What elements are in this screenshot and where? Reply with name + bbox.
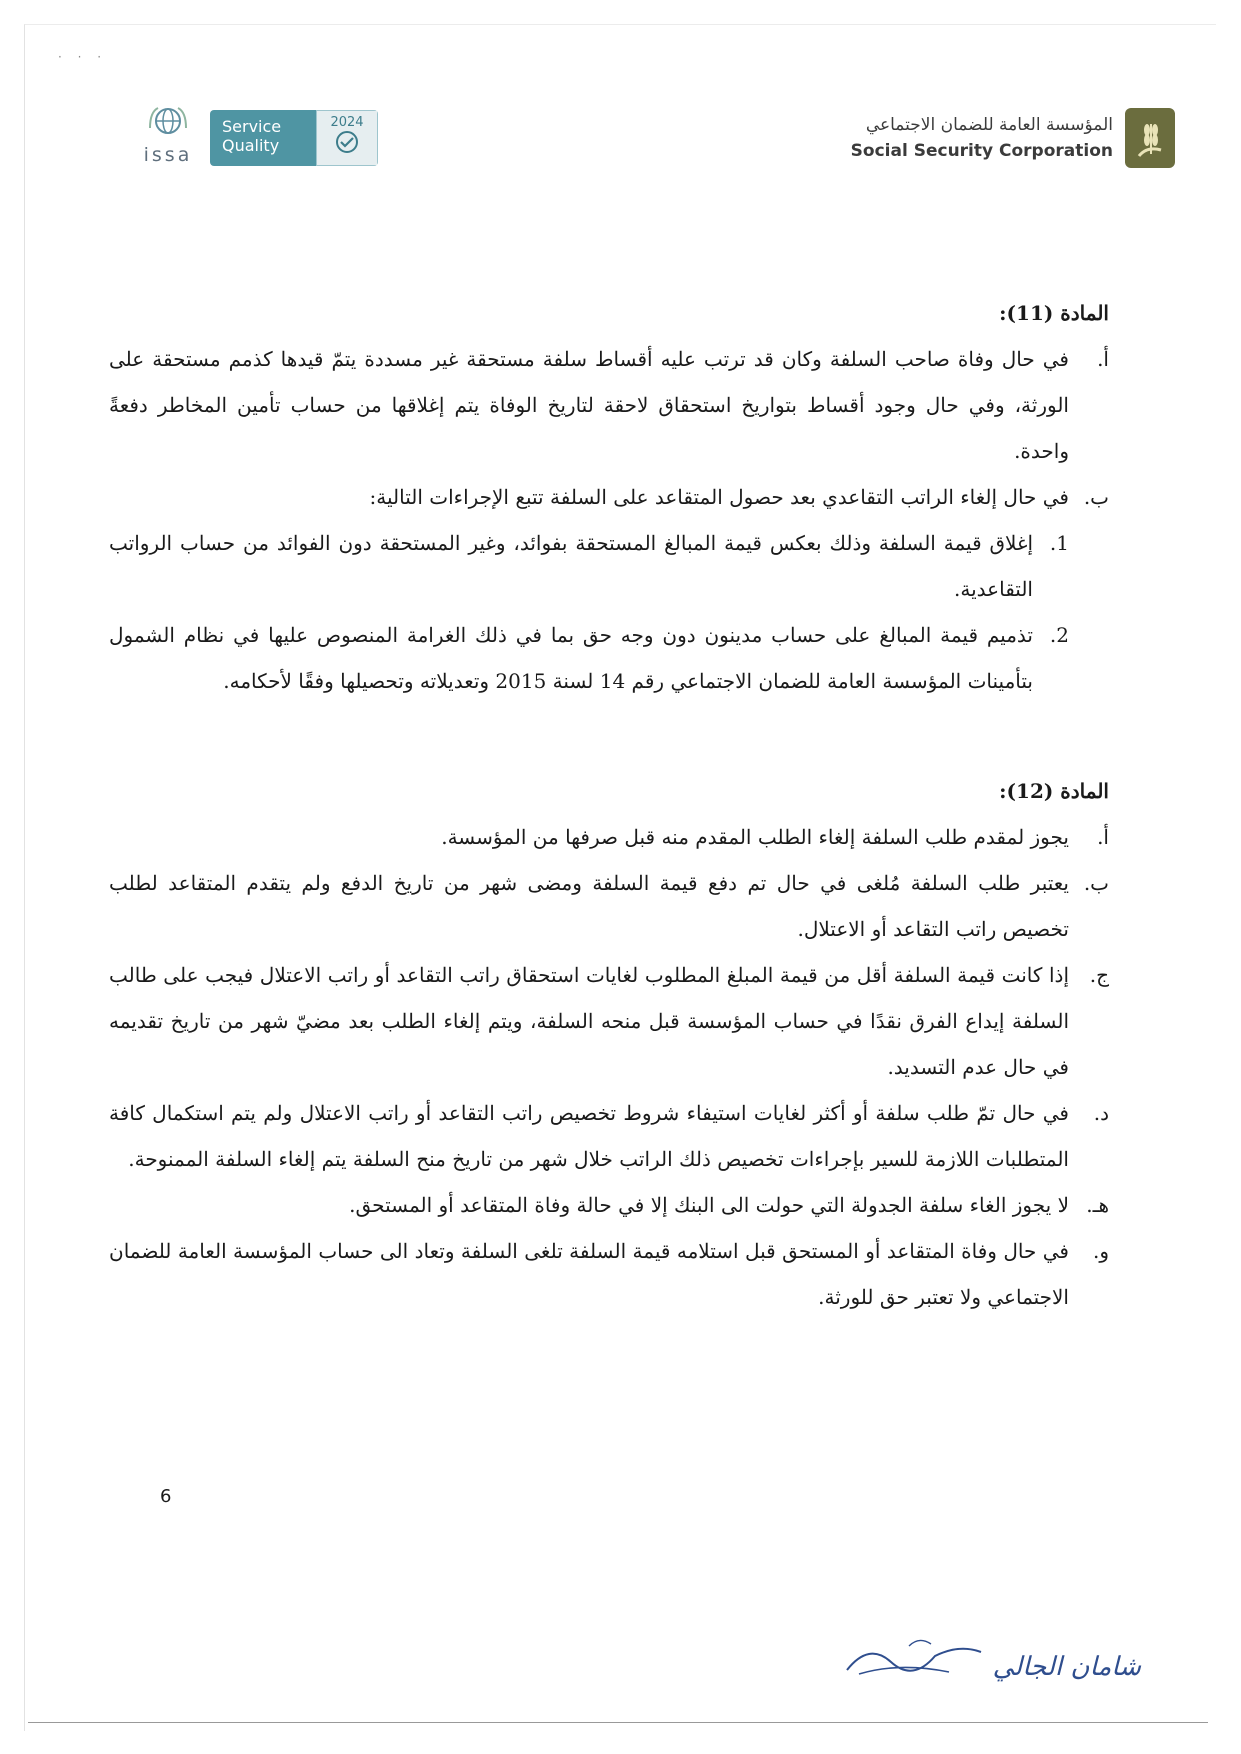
document-body (109, 290, 1109, 1320)
footer-divider (28, 1722, 1208, 1723)
item-marker: أ. (1097, 825, 1109, 849)
page-number: 6 (160, 1486, 172, 1507)
article-12-item-d (109, 1090, 1109, 1182)
article-11-subitem-1 (109, 520, 1069, 612)
article-11-item-a (109, 336, 1109, 474)
subitem-marker: 1. (1049, 531, 1069, 555)
organization-name-arabic: المؤسسة العامة للضمان الاجتماعي (865, 115, 1113, 135)
item-text: يجوز لمقدم طلب السلفة إلغاء الطلب المقدم منه قبل صرفها من المؤسسة. (441, 825, 1069, 849)
item-text: لا يجوز الغاء سلفة الجدولة التي حولت الى البنك إلا في حالة وفاة المتقاعد أو المستحق. (349, 1193, 1069, 1217)
item-marker: هـ. (1086, 1193, 1109, 1217)
scan-artifact: · · · (58, 50, 108, 64)
item-marker: د. (1093, 1101, 1109, 1125)
item-text: في حال تمّ طلب سلفة أو أكثر لغايات استيفاء شروط تخصيص راتب التقاعد أو راتب الاعتلال ولم يتم استكمال كافة المتطلبات اللازمة للسير بإجراءات تخصيص ذلك الراتب خلال شهر من تاريخ منح السلفة يتم إلغاء السلفة الممنوحة. (109, 1101, 1069, 1171)
issa-label: issa (143, 144, 193, 166)
article-12-item-a (109, 814, 1109, 860)
article-12-item-f (109, 1228, 1109, 1320)
subitem-marker: 2. (1049, 623, 1069, 647)
article-11-title: المادة (11): (999, 301, 1109, 325)
checkmark-icon (332, 130, 362, 154)
organization-name (851, 115, 1113, 161)
item-text: إذا كانت قيمة السلفة أقل من قيمة المبلغ المطلوب لغايات استحقاق راتب التقاعد أو راتب الاعتلال فيجب على طالب السلفة إيداع الفرق نقدًا في حساب المؤسسة قبل منحه السلفة، ويتم إلغاء الطلب بعد مضيّ شهر من تاريخ تقديمه في حال عدم التسديد. (109, 963, 1069, 1079)
article-12-title: المادة (12): (999, 779, 1109, 803)
item-marker: أ. (1097, 347, 1109, 371)
service-quality-year: 2024 (330, 115, 364, 130)
article-11-item-b (109, 474, 1109, 520)
item-marker: ج. (1089, 963, 1109, 987)
subitem-text: إغلاق قيمة السلفة وذلك بعكس قيمة المبالغ المستحقة بفوائد، وغير المستحقة دون الفوائد من حساب الرواتب التقاعدية. (109, 531, 1033, 601)
subitem-text: تذميم قيمة المبالغ على حساب مدينون دون وجه حق بما في ذلك الغرامة المنصوص عليها في نظام الشمول بتأمينات المؤسسة العامة للضمان الاجتماعي رقم 14 لسنة 2015 وتعديلاته وتحصيلها وفقًا لأحكامه. (109, 623, 1033, 693)
wheat-emblem-icon (1125, 108, 1175, 168)
organization-logo (851, 108, 1175, 168)
issa-logo (140, 104, 196, 166)
item-text: في حال إلغاء الراتب التقاعدي بعد حصول المتقاعد على السلفة تتبع الإجراءات التالية: (369, 485, 1069, 509)
item-text: في حال وفاة المتقاعد أو المستحق قبل استلامه قيمة السلفة تلغى السلفة وتعاد الى حساب المؤسسة العامة للضمان الاجتماعي ولا تعتبر حق للورثة. (109, 1239, 1069, 1309)
article-12-item-e (109, 1182, 1109, 1228)
issa-logo-group (140, 104, 378, 166)
item-marker: و. (1092, 1239, 1109, 1263)
service-quality-line1: Service (222, 117, 282, 136)
service-quality-badge (210, 110, 378, 166)
organization-name-english: Social Security Corporation (850, 141, 1113, 161)
service-quality-year-panel (316, 110, 378, 166)
item-text: يعتبر طلب السلفة مُلغى في حال تم دفع قيمة السلفة ومضى شهر من تاريخ الدفع ولم يتقدم المتقاعد لطلب تخصيص راتب التقاعد أو الاعتلال. (109, 871, 1069, 941)
item-marker: ب. (1083, 871, 1109, 895)
article-12-item-b (109, 860, 1109, 952)
issa-globe-icon (146, 104, 190, 138)
service-quality-label (210, 110, 316, 166)
signature-name: شامان الجالي (992, 1652, 1141, 1682)
article-12-item-c (109, 952, 1109, 1090)
signature-block (839, 1632, 1141, 1682)
item-text: في حال وفاة صاحب السلفة وكان قد ترتب عليه أقساط سلفة مستحقة غير مسددة يتمّ قيدها كذمم مستحقة على الورثة، وفي حال وجود أقساط بتواريخ استحقاق لاحقة لتاريخ الوفاة يتم إغلاقها من حساب تأمين المخاطر دفعةً واحدة. (109, 347, 1069, 463)
handwritten-signature-icon (839, 1632, 989, 1682)
service-quality-line2: Quality (222, 136, 280, 155)
article-11-subitem-2 (109, 612, 1069, 704)
item-marker: ب. (1083, 485, 1109, 509)
